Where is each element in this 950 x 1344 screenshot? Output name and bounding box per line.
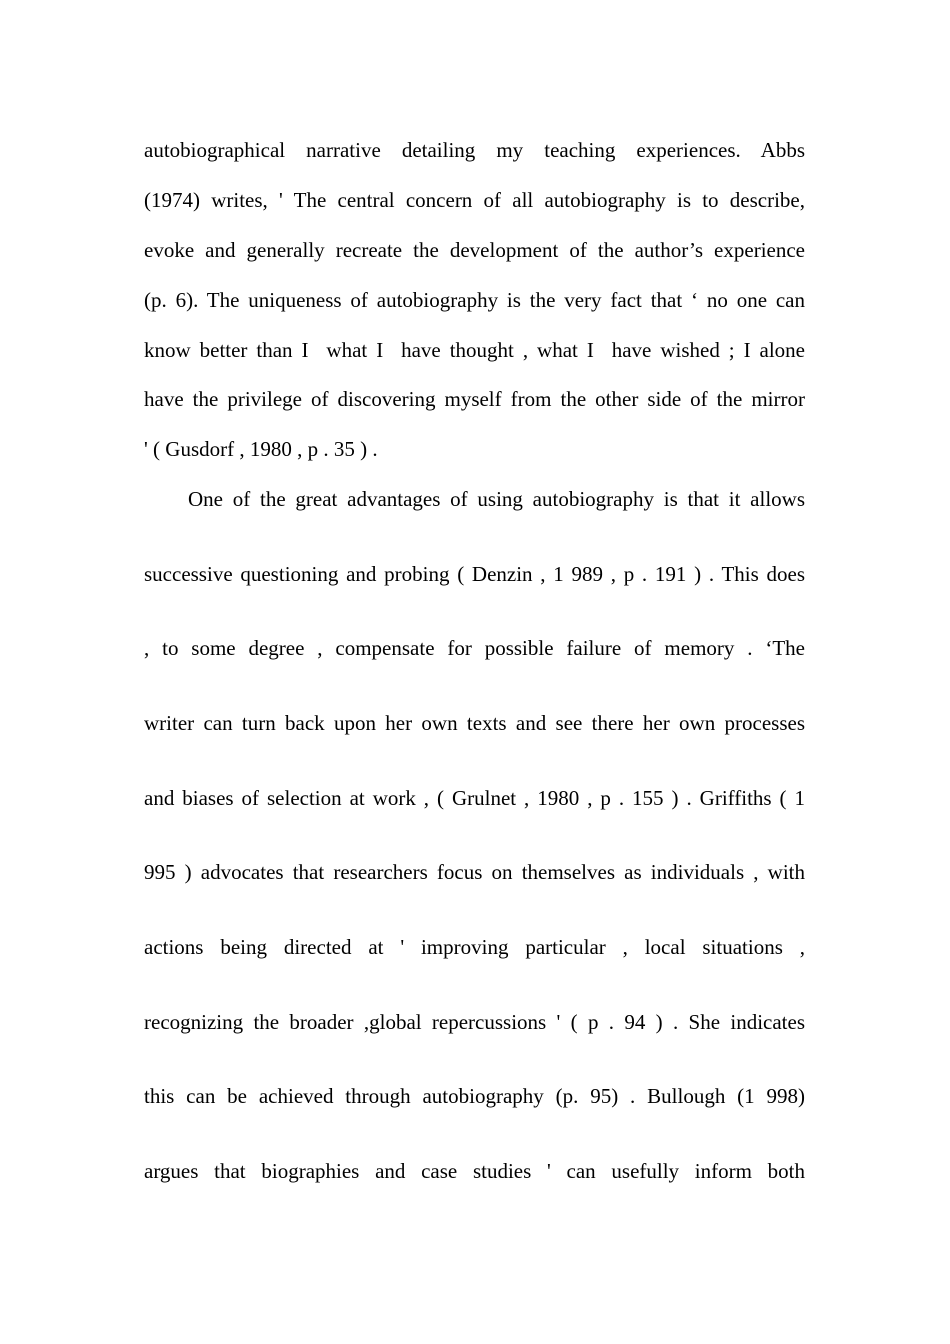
text-line: (1974) writes, ' The central concern of all autobiography is to describe, <box>144 188 805 212</box>
text-line: this can be achieved through autobiography (p. 95) . Bullough (1 998) <box>144 1084 805 1108</box>
text-line: know better than I what I have thought , what I have wished ; I alone <box>144 338 805 362</box>
text-line: actions being directed at ' improving particular , local situations , <box>144 935 805 959</box>
text-line: writer can turn back upon her own texts and see there her own processes <box>144 711 805 735</box>
text-line: evoke and generally recreate the development of the author’s experience <box>144 238 805 262</box>
text-line: One of the great advantages of using autobiography is that it allows <box>188 487 805 511</box>
text-line: recognizing the broader ,global repercussions ' ( p . 94 ) . She indicates <box>144 1010 805 1034</box>
text-line: successive questioning and probing ( Denzin , 1 989 , p . 191 ) . This does <box>144 562 805 586</box>
text-line: argues that biographies and case studies ' can usefully inform both <box>144 1159 805 1183</box>
text-line: ' ( Gusdorf , 1980 , p . 35 ) . <box>144 437 378 461</box>
text-line: and biases of selection at work , ( Grulnet , 1980 , p . 155 ) . Griffiths ( 1 <box>144 786 805 810</box>
text-line: (p. 6). The uniqueness of autobiography is the very fact that ‘ no one can <box>144 288 805 312</box>
text-line: 995 ) advocates that researchers focus on themselves as individuals , with <box>144 860 805 884</box>
text-line: have the privilege of discovering myself from the other side of the mirror <box>144 387 805 411</box>
text-line: , to some degree , compensate for possible failure of memory . ‘The <box>144 636 805 660</box>
text-line: autobiographical narrative detailing my teaching experiences. Abbs <box>144 138 805 162</box>
